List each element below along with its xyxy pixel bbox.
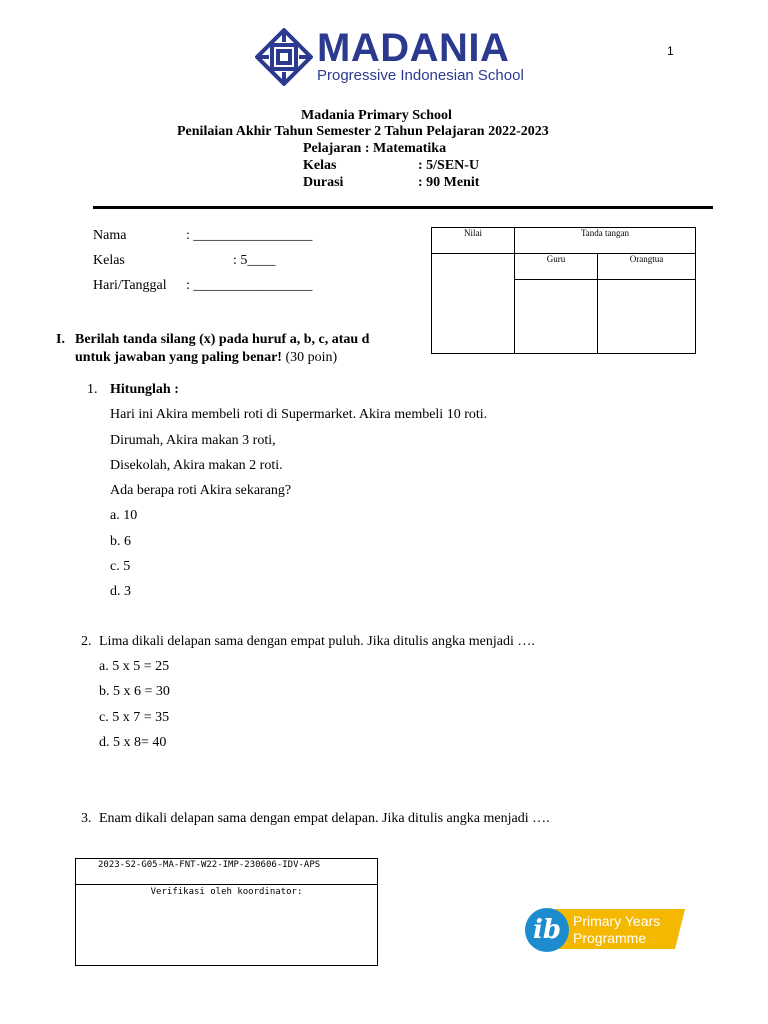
madania-logo bbox=[255, 26, 525, 90]
section-number: I. bbox=[56, 332, 65, 347]
madania-emblem-icon bbox=[255, 28, 313, 86]
verification-box bbox=[75, 858, 378, 966]
hari-tanggal-field[interactable]: : _________________ bbox=[186, 278, 313, 293]
orangtua-signature-cell[interactable] bbox=[598, 280, 696, 354]
question-text: Enam dikali delapan sama dengan empat delapan. Jika ditulis angka menjadi …. bbox=[99, 811, 550, 826]
tanda-tangan-header: Tanda tangan bbox=[515, 228, 696, 254]
pyp-line1: Primary Years bbox=[573, 913, 661, 929]
ib-pyp-logo bbox=[523, 906, 685, 952]
kelas-label: Kelas bbox=[303, 158, 337, 173]
ib-text: ib bbox=[532, 915, 562, 945]
nilai-cell[interactable] bbox=[432, 254, 515, 354]
guru-header: Guru bbox=[515, 254, 598, 280]
durasi-value: : 90 Menit bbox=[418, 175, 480, 190]
answer-option-d[interactable]: d. 3 bbox=[110, 584, 131, 599]
subject: Pelajaran : Matematika bbox=[303, 141, 447, 156]
page-number: 1 bbox=[667, 44, 674, 58]
answer-option-a[interactable]: a. 5 x 5 = 25 bbox=[99, 659, 170, 674]
kelas-label: Kelas bbox=[93, 253, 125, 268]
nama-field[interactable]: : _________________ bbox=[186, 228, 313, 243]
kelas-field[interactable]: : 5____ bbox=[233, 253, 276, 268]
answer-option-c[interactable]: c. 5 x 7 = 35 bbox=[99, 710, 170, 725]
section-instruction-line1: Berilah tanda silang (x) pada huruf a, b, c, atau d bbox=[75, 332, 370, 347]
question-title: Hitunglah : bbox=[110, 382, 179, 397]
question-number: 2. bbox=[81, 634, 92, 649]
header-divider bbox=[93, 206, 713, 209]
nilai-header: Nilai bbox=[432, 228, 515, 254]
question-line: Ada berapa roti Akira sekarang? bbox=[110, 483, 292, 498]
durasi-label: Durasi bbox=[303, 175, 344, 190]
verification-label: Verifikasi oleh koordinator: bbox=[150, 887, 303, 897]
kelas-value: : 5/SEN-U bbox=[418, 158, 480, 173]
hari-tanggal-label: Hari/Tanggal bbox=[93, 278, 167, 293]
question-number: 3. bbox=[81, 811, 92, 826]
question-line: Dirumah, Akira makan 3 roti, bbox=[110, 433, 276, 448]
logo-name: MADANIA bbox=[317, 26, 510, 70]
document-code: 2023-S2-G05-MA-FNT-W22-IMP-230606-IDV-APS bbox=[76, 859, 377, 885]
school-name: Madania Primary School bbox=[301, 108, 452, 123]
answer-option-d[interactable]: d. 5 x 8= 40 bbox=[99, 735, 167, 750]
guru-signature-cell[interactable] bbox=[515, 280, 598, 354]
question-line: Disekolah, Akira makan 2 roti. bbox=[110, 458, 283, 473]
instruction-text: untuk jawaban yang paling benar! bbox=[75, 350, 282, 365]
section-points: (30 poin) bbox=[281, 350, 338, 365]
question-number: 1. bbox=[87, 382, 98, 397]
question-line: Hari ini Akira membeli roti di Supermarket. Akira membeli 10 roti. bbox=[110, 407, 488, 422]
answer-option-c[interactable]: c. 5 bbox=[110, 559, 131, 574]
ib-pyp-badge-icon bbox=[523, 906, 685, 952]
question-text: Lima dikali delapan sama dengan empat puluh. Jika ditulis angka menjadi …. bbox=[99, 634, 535, 649]
pyp-line2: Programme bbox=[573, 930, 647, 946]
orangtua-header: Orangtua bbox=[598, 254, 696, 280]
exam-title: Penilaian Akhir Tahun Semester 2 Tahun Pelajaran 2022-2023 bbox=[177, 124, 549, 139]
logo-tagline: Progressive Indonesian School bbox=[317, 67, 524, 84]
nama-label: Nama bbox=[93, 228, 127, 243]
section-instruction-line2 bbox=[75, 349, 337, 367]
answer-option-a[interactable]: a. 10 bbox=[110, 508, 138, 523]
answer-option-b[interactable]: b. 5 x 6 = 30 bbox=[99, 684, 170, 699]
score-table bbox=[431, 227, 696, 354]
answer-option-b[interactable]: b. 6 bbox=[110, 534, 131, 549]
